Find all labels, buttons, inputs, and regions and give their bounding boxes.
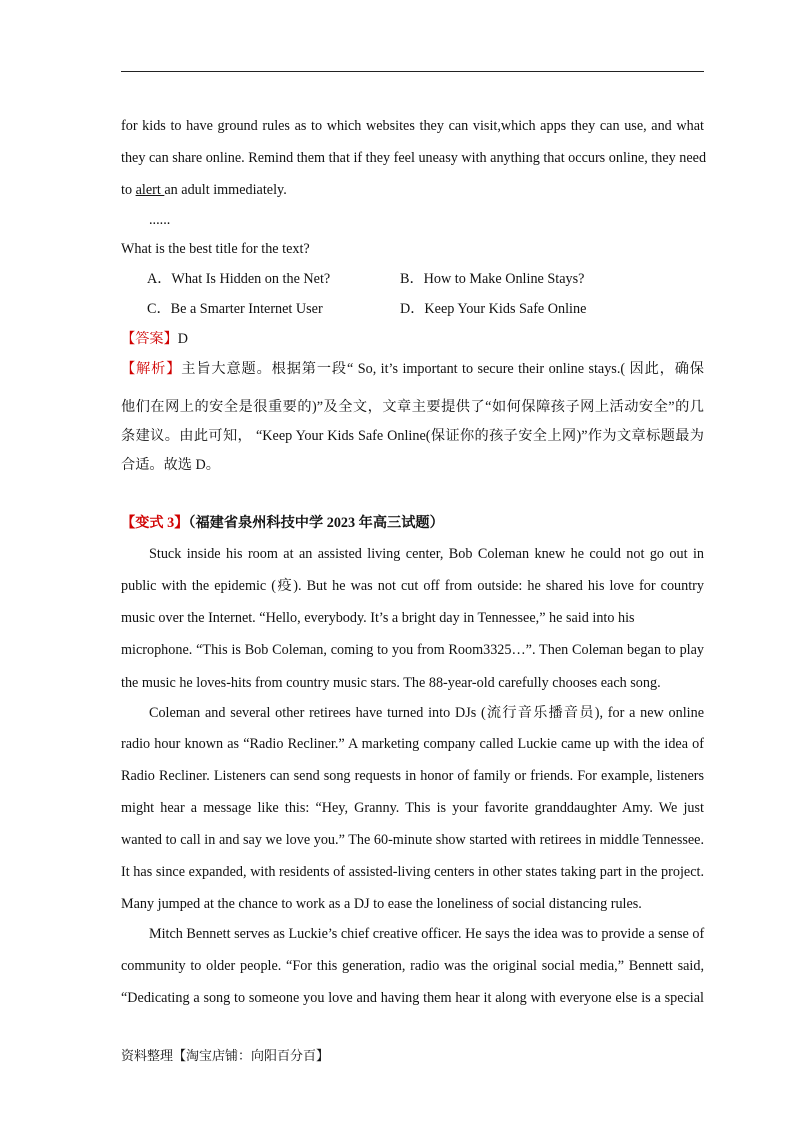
- passage-line: public with the epidemic (疫). But he was not cut off from outside: he shared his love for country: [121, 578, 704, 594]
- page-footer: 资料整理【淘宝店铺：向阳百分百】: [121, 1048, 330, 1063]
- analysis-text: 主旨大意题。根据第一段“ So, it’s important to secure their online stays.( 因此，确保: [181, 361, 704, 377]
- passage-line: It has since expanded, with residents of assisted-living centers in other states taking part in the project.: [121, 864, 704, 880]
- variant-source: （福建省泉州科技中学 2023 年高三试题）: [188, 515, 444, 531]
- passage-line: Stuck inside his room at an assisted living center, Bob Coleman knew he could not go out in: [149, 546, 704, 562]
- passage-line: Many jumped at the chance to work as a DJ to ease the loneliness of social distancing rules.: [121, 896, 642, 912]
- answer-value: D: [177, 331, 189, 347]
- analysis-line: [121, 360, 704, 378]
- passage-line: “Dedicating a song to someone you love and having them hear it along with everyone else is a special: [121, 990, 704, 1006]
- option-d: D．Keep Your Kids Safe Online: [400, 301, 587, 317]
- option-b: B．How to Make Online Stays?: [400, 271, 585, 287]
- passage-line: music over the Internet. “Hello, everybody. It’s a bright day in Tennessee,” he said into his: [121, 610, 635, 626]
- passage-line: Mitch Bennett serves as Luckie’s chief creative officer. He says the idea was to provide a sense of: [149, 926, 705, 942]
- variant-tag: 【变式 3】: [121, 515, 189, 531]
- passage-line: wanted to call in and say we love you.” The 60-minute show started with retirees in middle Tennessee.: [121, 832, 704, 848]
- analysis-line: 条建议。由此可知， “Keep Your Kids Safe Online(保证你的孩子安全上网)”作为文章标题最为: [121, 428, 704, 444]
- passage-line: Radio Recliner. Listeners can send song requests in honor of family or friends. For example, listeners: [121, 768, 704, 784]
- underlined-word: alert: [135, 182, 165, 198]
- option-a: A．What Is Hidden on the Net?: [147, 271, 331, 287]
- analysis-tag: 【解析】: [121, 361, 182, 377]
- passage-text: an adult immediately.: [164, 182, 287, 198]
- analysis-line: 合适。故选 D。: [121, 457, 220, 473]
- analysis-line: 他们在网上的安全是很重要的)”及全文，文章主要提供了“如何保障孩子网上活动安全”的几: [121, 399, 704, 415]
- question-stem: What is the best title for the text?: [121, 241, 310, 257]
- passage-line: [121, 181, 704, 199]
- passage-line: for kids to have ground rules as to which websites they can visit,which apps they can use, and what: [121, 118, 704, 134]
- passage-line: Coleman and several other retirees have turned into DJs (流行音乐播音员), for a new online: [149, 705, 704, 721]
- passage-line: community to older people. “For this generation, radio was the original social media,” Bennett said,: [121, 958, 704, 974]
- passage-line: radio hour known as “Radio Recliner.” A marketing company called Luckie came up with the idea of: [121, 736, 704, 752]
- option-c: C．Be a Smarter Internet User: [147, 301, 323, 317]
- passage-line: they can share online. Remind them that if they feel uneasy with anything that occurs online, they need: [121, 150, 707, 166]
- passage-text: to: [121, 182, 136, 198]
- ellipsis: ......: [149, 212, 171, 228]
- passage-line: the music he loves-hits from country music stars. The 88-year-old carefully chooses each song.: [121, 675, 661, 691]
- passage-line: microphone. “This is Bob Coleman, coming to you from Room3325…”. Then Coleman began to play: [121, 642, 704, 658]
- passage-line: might hear a message like this: “Hey, Granny. This is your favorite granddaughter Amy. We just: [121, 800, 704, 816]
- answer-line: [121, 330, 704, 348]
- header-rule: [121, 71, 704, 72]
- variant-heading: [121, 514, 704, 532]
- answer-tag: 【答案】: [121, 331, 178, 347]
